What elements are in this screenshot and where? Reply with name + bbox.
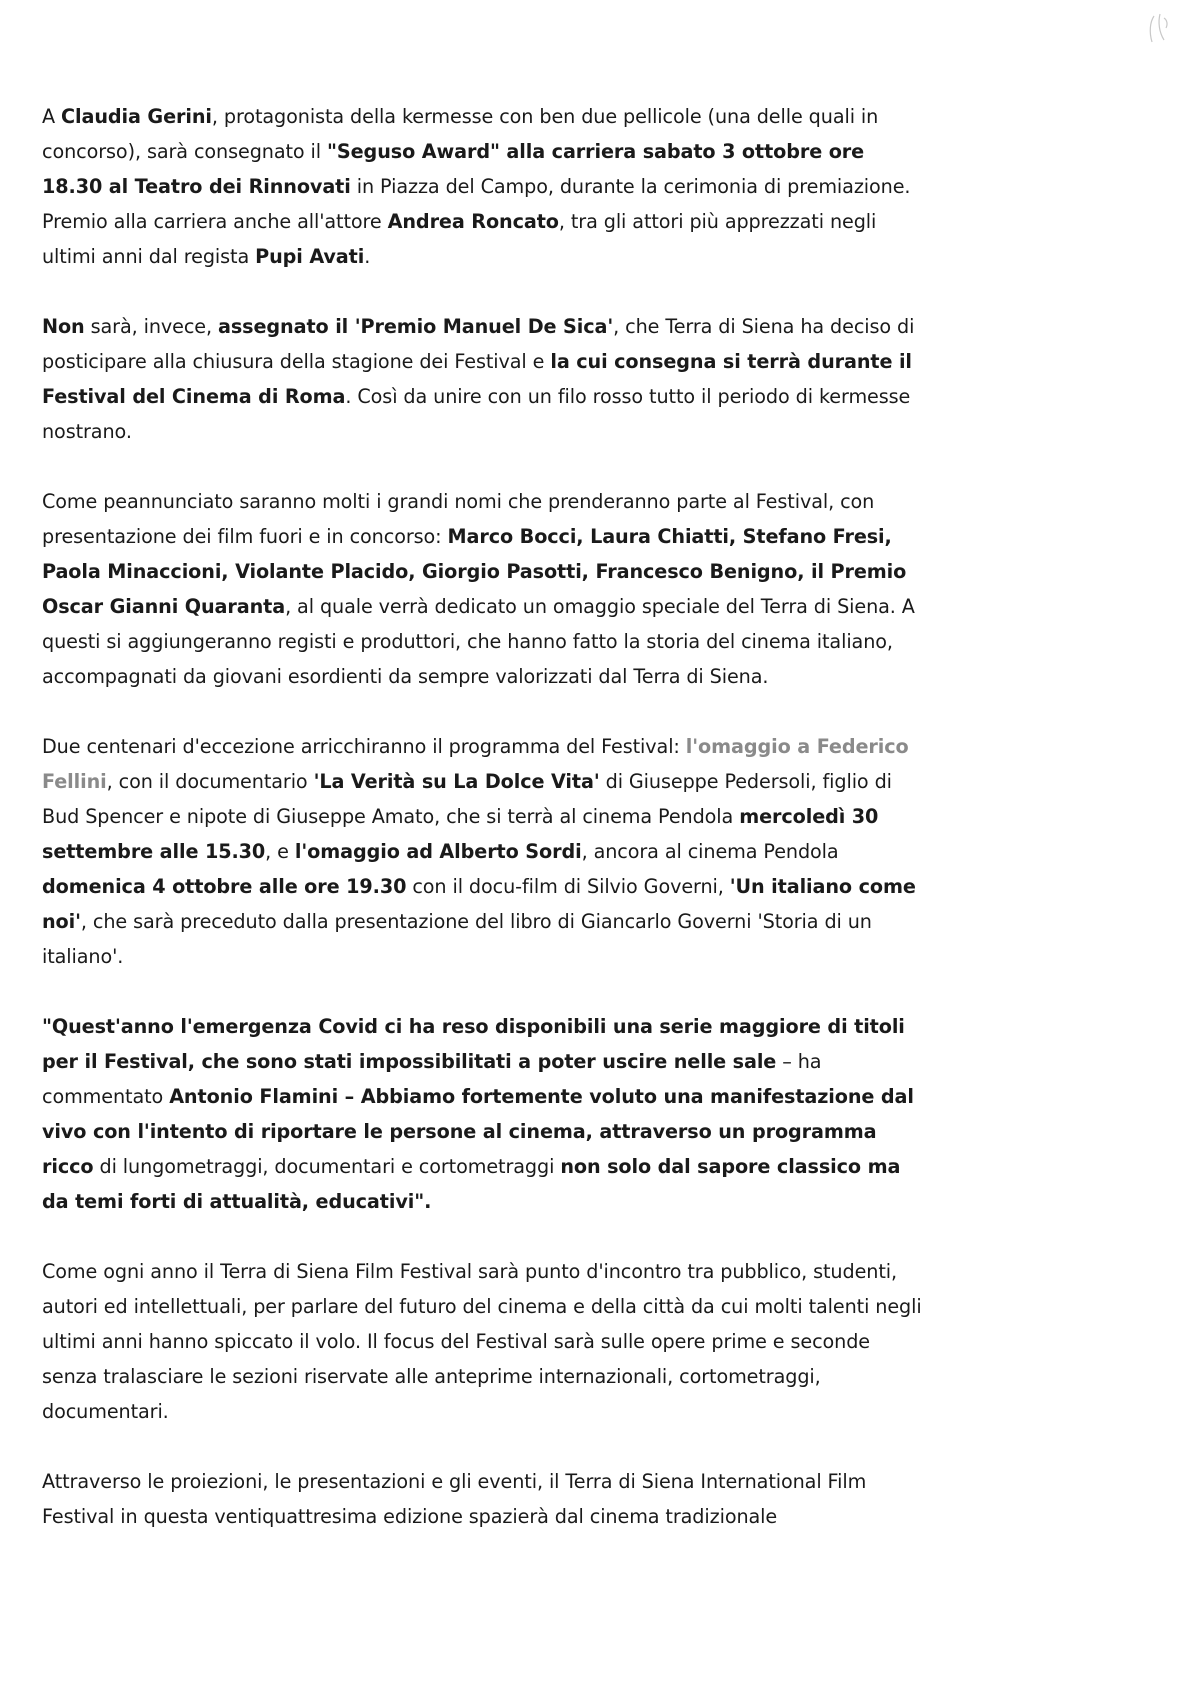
body-text: con il docu-film di Silvio Governi, — [406, 875, 730, 898]
bold-text: non solo dal sapore classico ma da temi forti di attualità, educativi". — [42, 1155, 901, 1213]
body-text: Come peannunciato saranno molti i grandi nomi che prenderanno parte al Festival, con presentazione dei film fuori e in concorso: — [42, 490, 875, 548]
bold-text: Pupi Avati — [255, 245, 365, 268]
bold-text: mercoledì 30 settembre alle 15.30 — [42, 805, 879, 863]
paragraph — [42, 729, 922, 974]
body-text: in Piazza del Campo, durante la cerimonia di premiazione. Premio alla carriera anche all'attore — [42, 175, 911, 233]
body-text: , che sarà preceduto dalla presentazione del libro di Giancarlo Governi 'Storia di un italiano'. — [42, 910, 872, 968]
bold-text: Antonio Flamini – Abbiamo fortemente voluto una manifestazione dal vivo con l'intento di riportare le persone al cinema, attraverso un programma ricco — [42, 1085, 914, 1178]
body-text: . Così da unire con un filo rosso tutto il periodo di kermesse nostrano. — [42, 385, 911, 443]
paragraph — [42, 1254, 922, 1429]
body-text: , con il documentario — [106, 770, 314, 793]
bold-text: domenica 4 ottobre alle ore 19.30 — [42, 875, 407, 898]
body-text: , tra gli attori più apprezzati negli ultimi anni dal regista — [42, 210, 877, 268]
link-text: l'omaggio a Federico Fellini — [42, 735, 909, 793]
bold-text: assegnato il 'Premio Manuel De Sica' — [218, 315, 614, 338]
body-text: Due centenari d'eccezione arricchiranno il programma del Festival: — [42, 735, 686, 758]
body-text: di Giuseppe Pedersoli, figlio di Bud Spencer e nipote di Giuseppe Amato, che si terrà al cinema Pendola — [42, 770, 892, 828]
body-text: Come ogni anno il Terra di Siena Film Festival sarà punto d'incontro tra pubblico, studenti, autori ed intellettuali, per parlare del futuro del cinema e della città da cui molti talenti negli ultimi anni hanno spiccato il volo. Il focus del Festival sarà sulle opere prime e seconde senza tralasciare le sezioni riservate alle anteprime internazionali, cortometraggi, documentari. — [42, 1260, 922, 1423]
body-text: , protagonista della kermesse con ben due pellicole (una delle quali in concorso), sarà consegnato il — [42, 105, 879, 163]
body-text: , e — [265, 840, 295, 863]
bold-text: 'Un italiano come noi' — [42, 875, 916, 933]
bold-text: Claudia Gerini — [61, 105, 212, 128]
bold-text: 'La Verità su La Dolce Vita' — [313, 770, 600, 793]
body-text: di lungometraggi, documentari e cortometraggi — [93, 1155, 561, 1178]
bold-text: Non — [42, 315, 85, 338]
body-text: – ha commentato — [42, 1050, 822, 1108]
body-text: sarà, invece, — [84, 315, 219, 338]
paragraph — [42, 1009, 922, 1219]
scan-mark-icon — [1146, 12, 1172, 48]
body-text: . — [364, 245, 371, 268]
bold-text: Andrea Roncato — [387, 210, 559, 233]
paragraph — [42, 309, 922, 449]
paragraph — [42, 484, 922, 694]
document-body — [42, 99, 922, 1569]
bold-text: Marco Bocci, Laura Chiatti, Stefano Fresi, Paola Minaccioni, Violante Placido, Giorgio Pasotti, Francesco Benigno, il Premio Oscar Gianni Quaranta — [42, 525, 907, 618]
bold-text: l'omaggio ad Alberto Sordi — [294, 840, 582, 863]
bold-text: la cui consegna si terrà durante il Festival del Cinema di Roma — [42, 350, 912, 408]
body-text: A — [42, 105, 62, 128]
body-text: , ancora al cinema Pendola — [581, 840, 839, 863]
body-text: , al quale verrà dedicato un omaggio speciale del Terra di Siena. A questi si aggiungeranno registi e produttori, che hanno fatto la storia del cinema italiano, accompagnati da giovani esordienti da sempre valorizzati dal Terra di Siena. — [42, 595, 915, 688]
body-text: , che Terra di Siena ha deciso di posticipare alla chiusura della stagione dei Festival e — [42, 315, 915, 373]
paragraph — [42, 99, 922, 274]
body-text: Attraverso le proiezioni, le presentazioni e gli eventi, il Terra di Siena International Film Festival in questa ventiquattresima edizione spazierà dal cinema tradizionale — [42, 1470, 867, 1528]
bold-text: "Quest'anno l'emergenza Covid ci ha reso disponibili una serie maggiore di titoli per il Festival, che sono stati impossibilitati a poter uscire nelle sale — [42, 1015, 905, 1073]
bold-text: "Seguso Award" alla carriera sabato 3 ottobre ore 18.30 al Teatro dei Rinnovati — [42, 140, 865, 198]
paragraph — [42, 1464, 922, 1534]
